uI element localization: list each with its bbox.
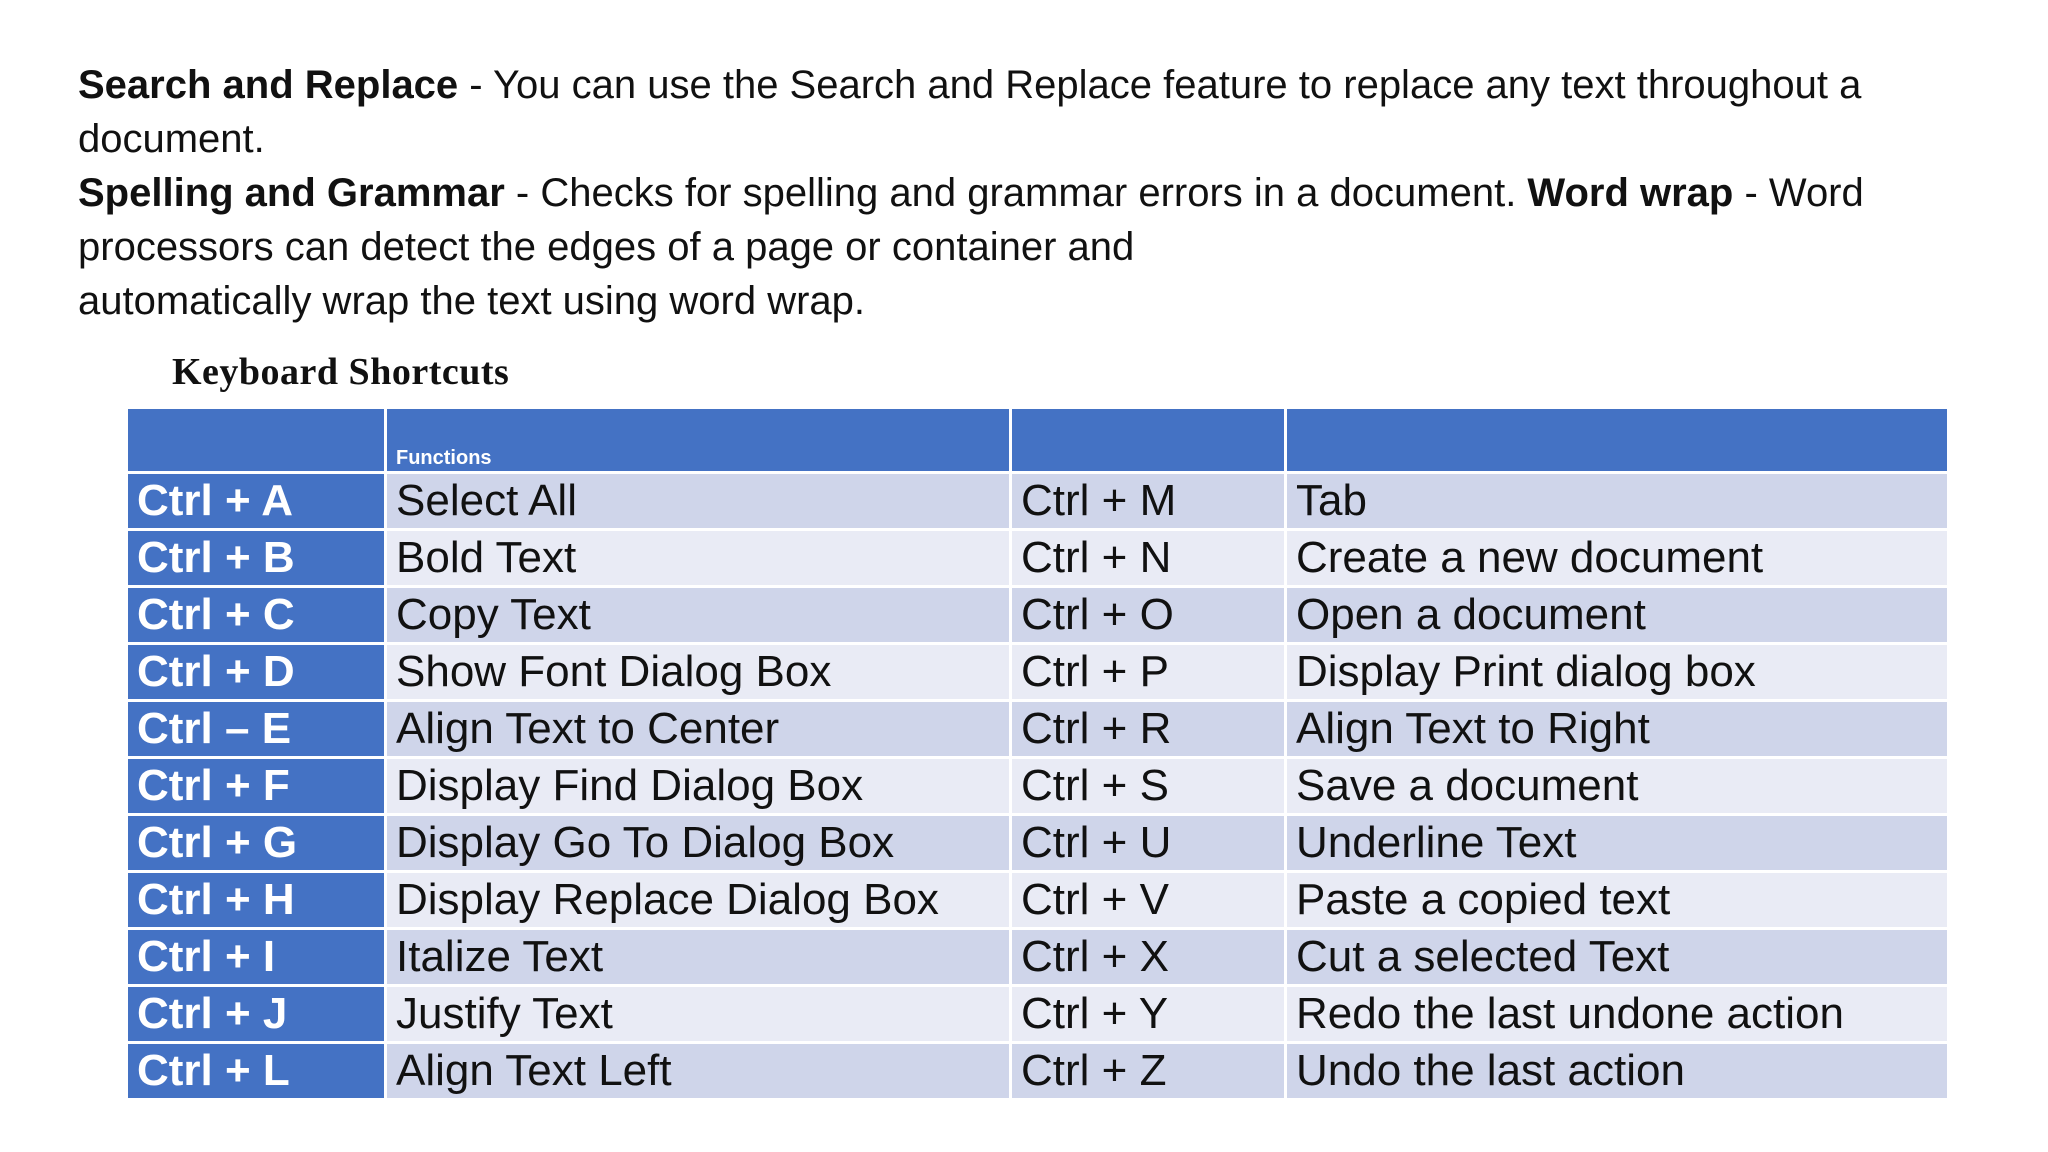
table-body bbox=[128, 474, 1947, 1098]
search-replace-paragraph bbox=[78, 58, 1958, 166]
table-row bbox=[128, 759, 1947, 813]
table-row bbox=[128, 702, 1947, 756]
shortcut-function-cell: Copy Text bbox=[387, 588, 1009, 642]
table-row bbox=[128, 474, 1947, 528]
table-row bbox=[128, 645, 1947, 699]
header-cell-functions: Functions bbox=[387, 409, 1009, 471]
table-row bbox=[128, 588, 1947, 642]
shortcut-key-cell: Ctrl + C bbox=[128, 588, 384, 642]
table-row bbox=[128, 873, 1947, 927]
word-wrap-continuation: automatically wrap the text using word wrap. bbox=[78, 279, 866, 323]
shortcut-function-cell: Redo the last undone action bbox=[1287, 987, 1947, 1041]
intro-text bbox=[78, 58, 1958, 328]
keyboard-shortcuts-table bbox=[125, 406, 1950, 1101]
search-replace-text: - You can use the Search and Replace feature to replace any text throughout a document. bbox=[78, 63, 1862, 161]
table-row bbox=[128, 531, 1947, 585]
shortcut-function-cell: Display Print dialog box bbox=[1287, 645, 1947, 699]
shortcut-function-cell: Select All bbox=[387, 474, 1009, 528]
shortcut-key-cell: Ctrl + B bbox=[128, 531, 384, 585]
spelling-grammar-text: - Checks for spelling and grammar errors in a document. bbox=[504, 171, 1528, 215]
search-replace-title: Search and Replace bbox=[78, 63, 459, 107]
shortcut-function-cell: Paste a copied text bbox=[1287, 873, 1947, 927]
table-heading: Keyboard Shortcuts bbox=[172, 351, 510, 393]
shortcut-function-cell: Show Font Dialog Box bbox=[387, 645, 1009, 699]
shortcut-function-cell: Undo the last action bbox=[1287, 1044, 1947, 1098]
shortcut-key-cell: Ctrl + N bbox=[1012, 531, 1284, 585]
shortcut-function-cell: Underline Text bbox=[1287, 816, 1947, 870]
shortcut-key-cell: Ctrl + X bbox=[1012, 930, 1284, 984]
word-wrap-title: Word wrap bbox=[1527, 171, 1734, 215]
shortcut-function-cell: Create a new document bbox=[1287, 531, 1947, 585]
shortcut-key-cell: Ctrl + Y bbox=[1012, 987, 1284, 1041]
shortcut-function-cell: Display Replace Dialog Box bbox=[387, 873, 1009, 927]
shortcut-key-cell: Ctrl + J bbox=[128, 987, 384, 1041]
table-row bbox=[128, 987, 1947, 1041]
shortcut-function-cell: Bold Text bbox=[387, 531, 1009, 585]
shortcut-key-cell: Ctrl + U bbox=[1012, 816, 1284, 870]
shortcut-key-cell: Ctrl + M bbox=[1012, 474, 1284, 528]
shortcut-key-cell: Ctrl + L bbox=[128, 1044, 384, 1098]
shortcut-function-cell: Save a document bbox=[1287, 759, 1947, 813]
shortcut-key-cell: Ctrl + O bbox=[1012, 588, 1284, 642]
shortcut-key-cell: Ctrl + S bbox=[1012, 759, 1284, 813]
shortcut-function-cell: Display Find Dialog Box bbox=[387, 759, 1009, 813]
shortcut-key-cell: Ctrl + H bbox=[128, 873, 384, 927]
header-cell bbox=[128, 409, 384, 471]
header-cell bbox=[1287, 409, 1947, 471]
shortcut-key-cell: Ctrl + G bbox=[128, 816, 384, 870]
shortcut-function-cell: Align Text to Right bbox=[1287, 702, 1947, 756]
spelling-wordwrap-paragraph bbox=[78, 166, 1958, 274]
word-wrap-text: - Word processors can detect the edges of a page or container and bbox=[78, 171, 1864, 269]
shortcut-function-cell: Open a document bbox=[1287, 588, 1947, 642]
shortcut-function-cell: Align Text to Center bbox=[387, 702, 1009, 756]
table-row bbox=[128, 930, 1947, 984]
shortcut-key-cell: Ctrl + D bbox=[128, 645, 384, 699]
table-row bbox=[128, 1044, 1947, 1098]
shortcut-key-cell: Ctrl + I bbox=[128, 930, 384, 984]
shortcut-key-cell: Ctrl + A bbox=[128, 474, 384, 528]
shortcut-key-cell: Ctrl + F bbox=[128, 759, 384, 813]
shortcut-key-cell: Ctrl + R bbox=[1012, 702, 1284, 756]
table-header-row bbox=[128, 409, 1947, 471]
shortcut-key-cell: Ctrl – E bbox=[128, 702, 384, 756]
shortcut-function-cell: Cut a selected Text bbox=[1287, 930, 1947, 984]
shortcut-function-cell: Align Text Left bbox=[387, 1044, 1009, 1098]
shortcut-key-cell: Ctrl + Z bbox=[1012, 1044, 1284, 1098]
shortcut-function-cell: Justify Text bbox=[387, 987, 1009, 1041]
shortcut-key-cell: Ctrl + P bbox=[1012, 645, 1284, 699]
header-cell bbox=[1012, 409, 1284, 471]
shortcut-function-cell: Tab bbox=[1287, 474, 1947, 528]
shortcut-function-cell: Display Go To Dialog Box bbox=[387, 816, 1009, 870]
table-row bbox=[128, 816, 1947, 870]
shortcut-key-cell: Ctrl + V bbox=[1012, 873, 1284, 927]
spelling-grammar-title: Spelling and Grammar bbox=[78, 171, 505, 215]
shortcut-function-cell: Italize Text bbox=[387, 930, 1009, 984]
